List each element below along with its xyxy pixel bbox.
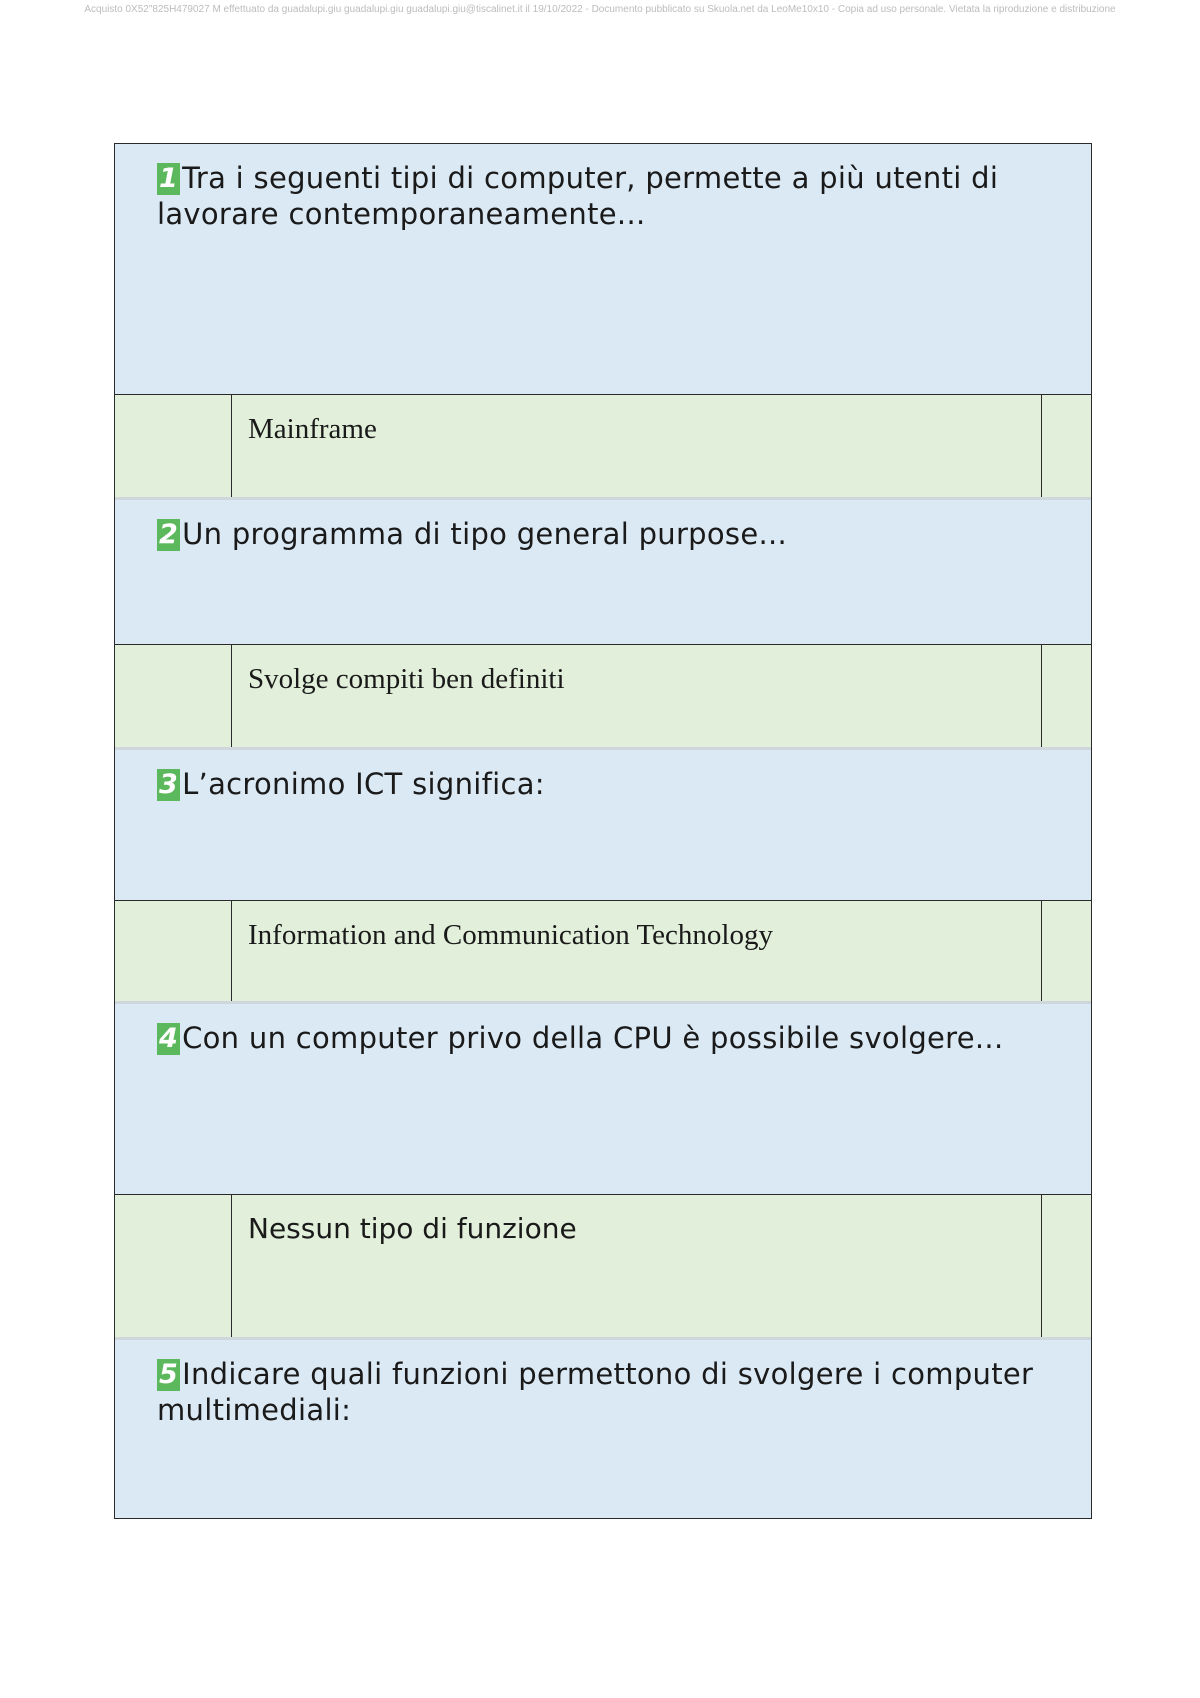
- question-text: L’acronimo ICT significa:: [182, 767, 545, 801]
- question-4: [157, 1020, 1071, 1056]
- answer-row-3: [115, 900, 1091, 1004]
- quiz-table: [114, 143, 1092, 1519]
- question-3: [157, 766, 1071, 802]
- answer-cell[interactable]: [231, 1195, 1042, 1337]
- answer-cell[interactable]: [231, 395, 1042, 497]
- answer-text: Information and Communication Technology: [248, 919, 773, 951]
- question-number-badge: 3: [159, 769, 179, 800]
- question-row-1: [115, 144, 1091, 394]
- question-number-badge: 2: [159, 519, 179, 550]
- question-row-4: [115, 1004, 1091, 1194]
- question-text: Un programma di tipo general purpose...: [182, 517, 788, 551]
- question-number-badge: 5: [159, 1359, 179, 1390]
- answer-text: Nessun tipo di funzione: [248, 1212, 577, 1245]
- answer-row-4: [115, 1194, 1091, 1340]
- answer-text: Mainframe: [248, 413, 377, 445]
- question-row-2: [115, 500, 1091, 644]
- question-number-badge: 1: [159, 163, 179, 194]
- question-number-badge: 4: [159, 1023, 179, 1054]
- question-text: Con un computer privo della CPU è possibile svolgere...: [182, 1021, 1004, 1055]
- question-1: [157, 160, 1071, 232]
- answer-row-2: [115, 644, 1091, 750]
- question-row-5: [115, 1340, 1091, 1518]
- question-text: Indicare quali funzioni permettono di svolgere i computer multimediali:: [157, 1357, 1034, 1427]
- answer-cell[interactable]: [231, 901, 1042, 1001]
- answer-row-1: [115, 394, 1091, 500]
- watermark-text: Acquisto 0X52"825H479027 M effettuato da guadalupi.giu guadalupi.giu guadalupi.giu@tiscalinet.it il 19/10/2022 - Documento pubblicato su Skuola.net da LeoMe10x10 - Copia ad uso personale. Vietata la riproduzione e distribuzione: [84, 4, 1116, 15]
- question-row-3: [115, 750, 1091, 900]
- question-2: [157, 516, 1071, 552]
- question-text: Tra i seguenti tipi di computer, permette a più utenti di lavorare contemporaneamente...: [157, 161, 999, 231]
- question-5: [157, 1356, 1071, 1428]
- answer-cell[interactable]: [231, 645, 1042, 747]
- answer-text: Svolge compiti ben definiti: [248, 663, 565, 695]
